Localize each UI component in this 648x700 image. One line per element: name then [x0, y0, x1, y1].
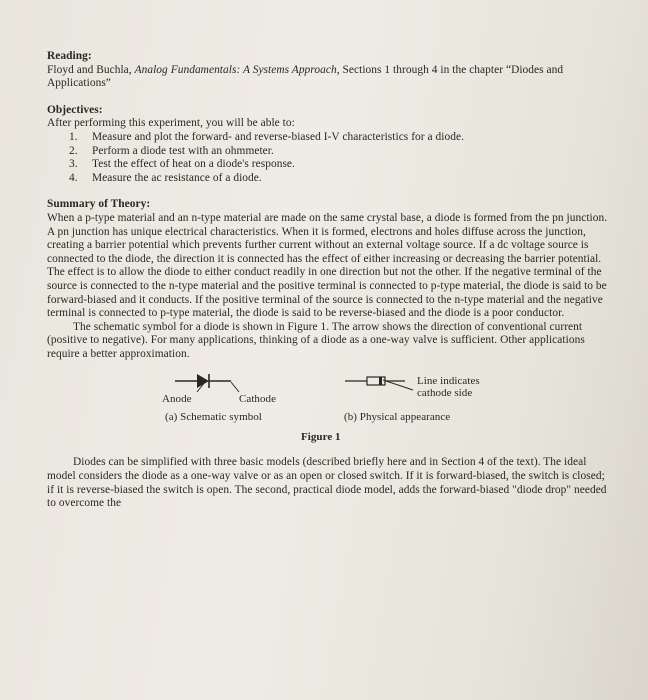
reading-suffix: , Sections 1 through 4 in the chapter “Diodes and Applications” — [47, 63, 564, 90]
objective-item — [47, 158, 609, 172]
objectives-heading: Objectives: — [47, 103, 103, 116]
cathode-label: Cathode — [239, 393, 277, 406]
objectives-section — [47, 104, 609, 186]
objective-text: Test the effect of heat on a diode's response. — [92, 158, 295, 171]
line-indicates-text: Line indicates — [417, 375, 480, 388]
theory-paragraph-2: The schematic symbol for a diode is shown in Figure 1. The arrow shows the direction of conventional current (positive to negative). For many applications, thinking of a diode as a one-way valve is sufficient. Other applications require a better approximation. — [47, 320, 585, 360]
figure-title: Figure 1 — [301, 431, 341, 444]
objective-item — [47, 131, 609, 145]
objectives-intro: After performing this experiment, you will be able to: — [47, 117, 295, 130]
anode-pointer-icon — [195, 382, 207, 394]
objective-text: Perform a diode test with an ohmmeter. — [92, 144, 274, 157]
reading-section — [47, 50, 609, 91]
objective-number: 1. — [69, 130, 78, 143]
cathode-band-pointer-icon — [381, 379, 415, 393]
objective-text: Measure the ac resistance of a diode. — [92, 171, 262, 184]
caption-schematic: (a) Schematic symbol — [165, 411, 262, 424]
objective-number: 4. — [69, 171, 78, 184]
reading-text — [47, 64, 609, 91]
line-indicates-label — [417, 375, 480, 399]
objectives-list — [47, 131, 609, 185]
theory-section — [47, 198, 609, 361]
theory-heading: Summary of Theory: — [47, 198, 151, 211]
objective-item — [47, 172, 609, 186]
theory-paragraph-1: When a p-type material and an n-type material are made on the same crystal base, a diode is formed from the pn junction. A pn junction has unique electrical characteristics. When it is formed, electrons and holes diffuse across the junction, creating a barrier potential which prevents further current without an external voltage source. If a dc voltage source is connected to the diode, the direction it is connected has the effect of either increasing or decreasing the barrier potential. The effect is to allow the diode to either conduct readily in one direction but not the other. If the negative terminal of the source is connected to the n-type material and the positive terminal is connected to p-type material, the diode is said to be forward-biased and it conducts. If the positive terminal of the source is connected to the n-type material and the negative terminal is connected to p-type material, the diode is said to be reverse-biased and the diode is a poor conductor. — [47, 211, 608, 320]
figure-1 — [47, 369, 609, 444]
reading-heading: Reading: — [47, 50, 92, 62]
models-paragraph: Diodes can be simplified with three basic models (described briefly here and in Section 4 of the text). The ideal model considers the diode as a one-way valve or as an open or closed switch. If it is forward-biased, the switch is closed; if it is reverse-biased the switch is open. The second, practical diode model, adds the forward-biased "diode drop" needed to overcome the — [47, 456, 607, 510]
reading-prefix: Floyd and Buchla, — [47, 63, 135, 76]
objective-number: 3. — [69, 158, 78, 171]
objective-text: Measure and plot the forward- and reverse-biased I-V characteristics for a diode. — [92, 130, 464, 143]
objective-item — [47, 145, 609, 159]
anode-label: Anode — [162, 393, 192, 406]
caption-physical: (b) Physical appearance — [344, 411, 451, 424]
document-content — [47, 50, 609, 511]
cathode-side-text: cathode side — [417, 387, 473, 400]
objective-number: 2. — [69, 144, 78, 157]
reading-book-title: Analog Fundamentals: A Systems Approach — [134, 63, 337, 76]
